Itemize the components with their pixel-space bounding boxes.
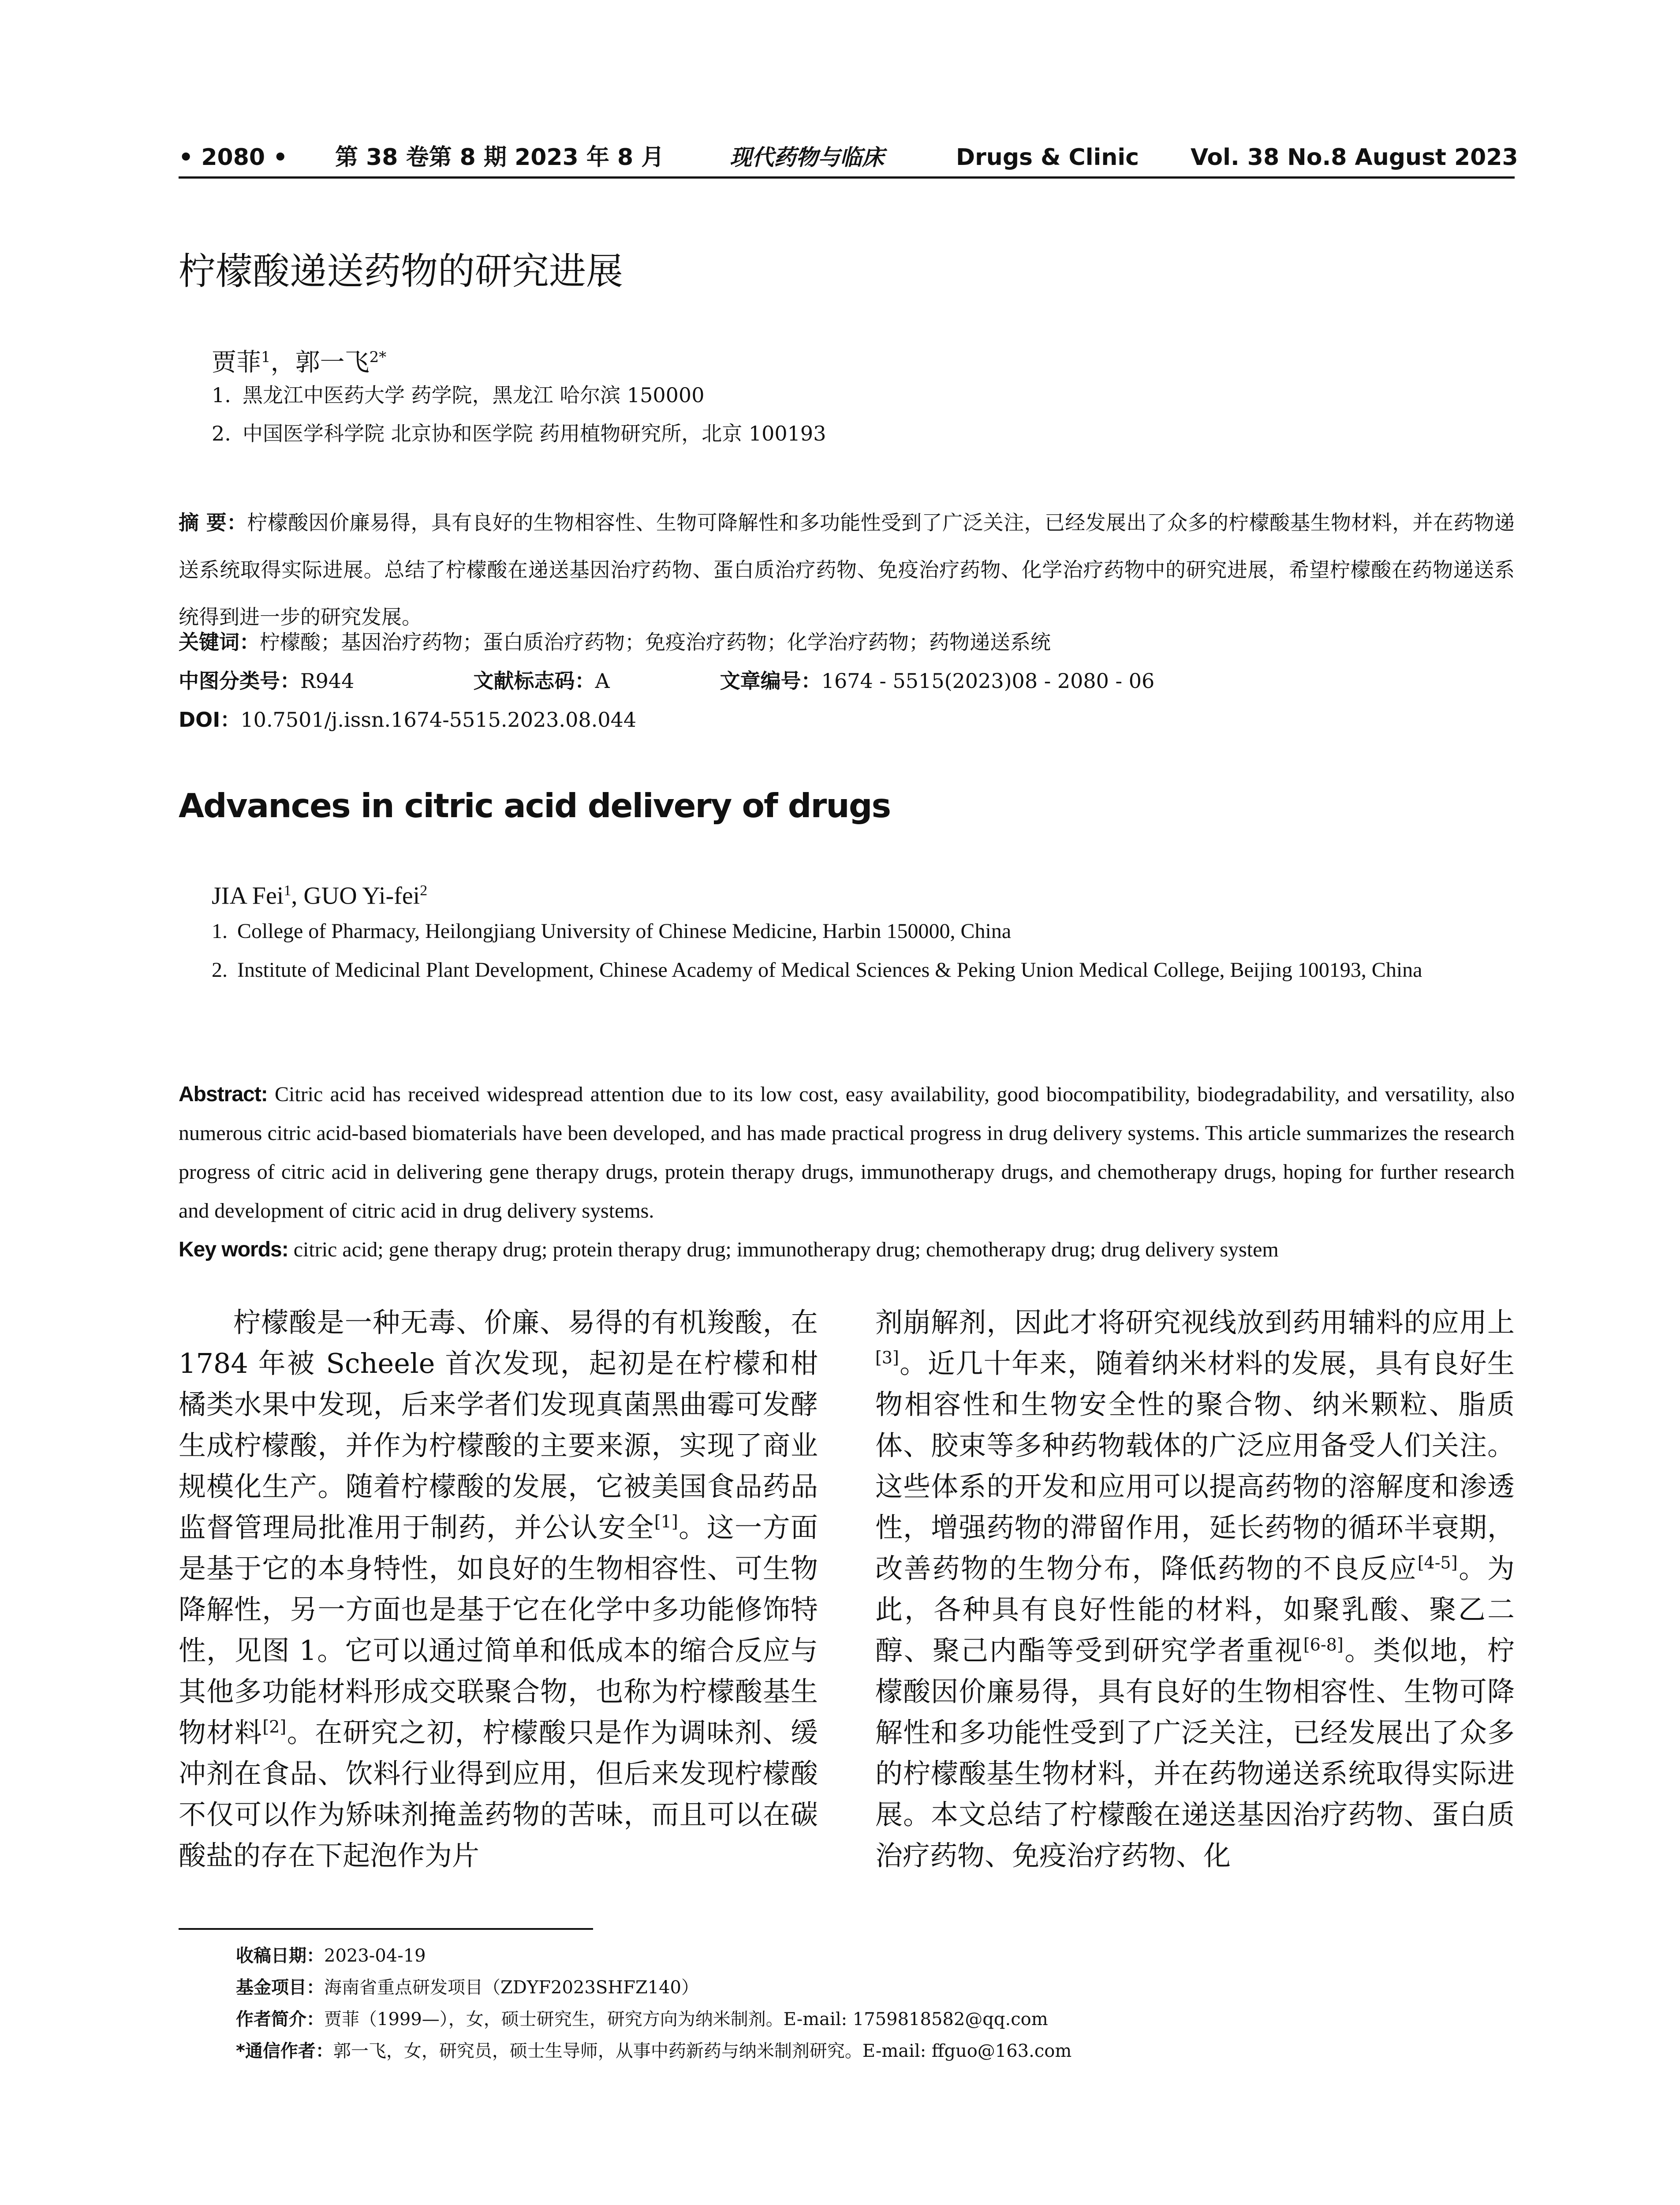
author-2-en: GUO Yi-fei	[303, 882, 420, 910]
footnote-text: 郭一飞，女，研究员，硕士生导师，从事中药新药与纳米制剂研究。E-mail: ffguo@163.com	[333, 2041, 1072, 2061]
author-2-en-mark: 2	[420, 882, 428, 899]
article-title-cn: 柠檬酸递送药物的研究进展	[179, 250, 623, 293]
affiliation-number: 1.	[212, 919, 228, 943]
body-text: 。近几十年来，随着纳米材料的发展，具有良好生物相容性和生物安全性的聚合物、纳米颗粒、脂质体、胶束等多种药物载体的广泛应用备受人们关注。这些体系的开发和应用可以提高药物的溶解度和渗透性，增强药物的滞留作用，延长药物的循环半衰期，改善药物的生物分布，降低药物的不良反应	[875, 1347, 1515, 1585]
authors-en	[212, 873, 427, 914]
article-title-en: Advances in citric acid delivery of drugs	[179, 786, 891, 825]
affiliation-text: Institute of Medicinal Plant Development, Chinese Academy of Medical Sciences & Peking Union Medical College, Beijing 100193, China	[237, 958, 1422, 982]
affiliation-cn-2	[212, 417, 826, 450]
affiliation-number: 1.	[212, 383, 231, 407]
footnote-received	[236, 1940, 426, 1971]
doc-code-label: 文献标志码：	[473, 669, 595, 693]
keywords-en-text: citric acid; gene therapy drug; protein therapy drug; immunotherapy drug; chemotherapy drug; drug delivery system	[293, 1238, 1279, 1261]
footnote-label: 作者简介：	[236, 2009, 324, 2029]
affiliation-number: 2.	[212, 958, 228, 982]
footnote-text: 海南省重点研发项目（ZDYF2023SHFZ140）	[324, 1977, 699, 1998]
clc-value: R944	[300, 669, 355, 693]
affiliation-number: 2.	[212, 422, 231, 445]
footnote-funding	[236, 1972, 699, 2003]
body-text: 。为此，各种具有良好性能的材料，如聚乳酸、聚乙二醇、聚己内酯等受到研究学者重视	[875, 1552, 1515, 1667]
author-1-en-mark: 1	[284, 882, 291, 899]
journal-name-cn: 现代药物与临床	[730, 144, 884, 170]
citation: [3]	[875, 1348, 899, 1368]
doi-value: 10.7501/j.issn.1674-5515.2023.08.044	[240, 708, 637, 732]
author-1-mark: 1	[261, 348, 271, 366]
abstract-en-label: Abstract:	[179, 1083, 268, 1106]
abstract-en	[179, 1075, 1515, 1230]
author-en-separator: ,	[291, 882, 304, 910]
body-paragraph	[179, 1302, 818, 1876]
body-text: 柠檬酸是一种无毒、价廉、易得的有机羧酸，在 1784 年被 Scheele 首次发现，起初是在柠檬和柑橘类水果中发现，后来学者们发现真菌黑曲霉可发酵生成柠檬酸，并作为柠檬酸的主要来源，实现了商业规模化生产。随着柠檬酸的发展，它被美国食品药品监督管理局批准用于制药，并公认安全	[179, 1306, 818, 1544]
keywords-en	[179, 1230, 1279, 1269]
doi-line	[179, 700, 636, 739]
article-number-label: 文章编号：	[720, 669, 821, 693]
citation: [2]	[262, 1717, 287, 1737]
body-text: 。在研究之初，柠檬酸只是作为调味剂、缓冲剂在食品、饮料行业得到应用，但后来发现柠檬酸不仅可以作为矫味剂掩盖药物的苦味，而且可以在碳酸盐的存在下起泡作为片	[179, 1716, 818, 1872]
affiliation-en-2	[212, 951, 1515, 990]
clc-label: 中图分类号：	[179, 669, 300, 693]
issue-cn: 第 38 卷第 8 期 2023 年 8 月	[335, 144, 665, 171]
doi-label: DOI：	[179, 708, 241, 732]
journal-name-en: Drugs & Clinic	[956, 144, 1139, 171]
keywords-en-label: Key words:	[179, 1238, 288, 1261]
footnote-label: 收稿日期：	[236, 1946, 324, 1966]
keywords-cn-label: 关键词：	[179, 630, 260, 654]
body-text: 。类似地，柠檬酸因价廉易得，具有良好的生物相容性、生物可降解性和多功能性受到了广泛关注，已经发展出了众多的柠檬酸基生物材料，并在药物递送系统取得实际进展。本文总结了柠檬酸在递送基因治疗药物、蛋白质治疗药物、免疫治疗药物、化	[875, 1634, 1515, 1872]
affiliation-text: College of Pharmacy, Heilongjiang University of Chinese Medicine, Harbin 150000, China	[237, 919, 1012, 943]
body-column-right	[875, 1302, 1515, 1876]
author-2-mark: 2*	[369, 348, 387, 366]
author-1-cn: 贾菲	[212, 348, 261, 377]
affiliation-text: 黑龙江中医药大学 药学院，黑龙江 哈尔滨 150000	[243, 383, 705, 407]
affiliation-text: 中国医学科学院 北京协和医学院 药用植物研究所，北京 100193	[243, 422, 826, 445]
affiliation-cn-1	[212, 378, 704, 412]
footnote-rule	[179, 1928, 593, 1930]
header-rule	[179, 176, 1515, 179]
keywords-cn-text: 柠檬酸；基因治疗药物；蛋白质治疗药物；免疫治疗药物；化学治疗药物；药物递送系统	[260, 630, 1051, 654]
citation: [6-8]	[1303, 1635, 1344, 1655]
abstract-cn-label: 摘 要：	[179, 511, 247, 534]
body-text: 。这一方面是基于它的本身特性，如良好的生物相容性、可生物降解性，另一方面也是基于它在化学中多功能修饰特性，见图 1。它可以通过简单和低成本的缩合反应与其他多功能材料形成交联聚合物，也称为柠檬酸基生物材料	[179, 1511, 818, 1749]
footnote-corresponding	[236, 2036, 1071, 2067]
author-1-en: JIA Fei	[212, 882, 284, 910]
footnote-text: 2023-04-19	[324, 1946, 426, 1966]
citation: [4-5]	[1417, 1553, 1458, 1573]
issue-en: Vol. 38 No.8 August 2023	[1191, 144, 1518, 171]
author-2-cn: 郭一飞	[295, 348, 370, 377]
doc-code-value: A	[595, 669, 610, 693]
article-number-value: 1674 - 5515(2023)08 - 2080 - 06	[821, 669, 1155, 693]
body-paragraph	[875, 1302, 1515, 1876]
footnote-label: 基金项目：	[236, 1977, 324, 1998]
body-column-left	[179, 1302, 818, 1876]
page-number: • 2080 •	[179, 144, 288, 171]
author-separator: ，	[270, 348, 295, 377]
footnote-label: *通信作者：	[236, 2041, 333, 2061]
keywords-cn	[179, 623, 1051, 662]
abstract-cn-text: 柠檬酸因价廉易得，具有良好的生物相容性、生物可降解性和多功能性受到了广泛关注，已经发展出了众多的柠檬酸基生物材料，并在药物递送系统取得实际进展。总结了柠檬酸在递送基因治疗药物、蛋白质治疗药物、免疫治疗药物、化学治疗药物中的研究进展，希望柠檬酸在药物递送系统得到进一步的研究发展。	[179, 511, 1515, 629]
body-text: 剂崩解剂，因此才将研究视线放到药用辅料的应用上	[875, 1306, 1515, 1338]
affiliation-en-1	[212, 912, 1515, 951]
footnote-author-bio	[236, 2004, 1048, 2035]
classification-line	[179, 662, 1154, 700]
abstract-en-text: Citric acid has received widespread attention due to its low cost, easy availability, good biocompatibility, biodegradability, and versatility, also numerous citric acid-based biomaterials have been developed, and has made practical progress in drug delivery systems. This article summarizes the research progress of citric acid in delivering gene therapy drugs, protein therapy drugs, immunotherapy drugs, and chemotherapy drugs, hoping for further research and development of citric acid in drug delivery systems.	[179, 1083, 1515, 1222]
abstract-cn	[179, 499, 1515, 641]
authors-cn	[212, 340, 386, 381]
citation: [1]	[654, 1512, 678, 1532]
footnote-text: 贾菲（1999—），女，硕士研究生，研究方向为纳米制剂。E-mail: 1759818582@qq.com	[324, 2009, 1048, 2029]
